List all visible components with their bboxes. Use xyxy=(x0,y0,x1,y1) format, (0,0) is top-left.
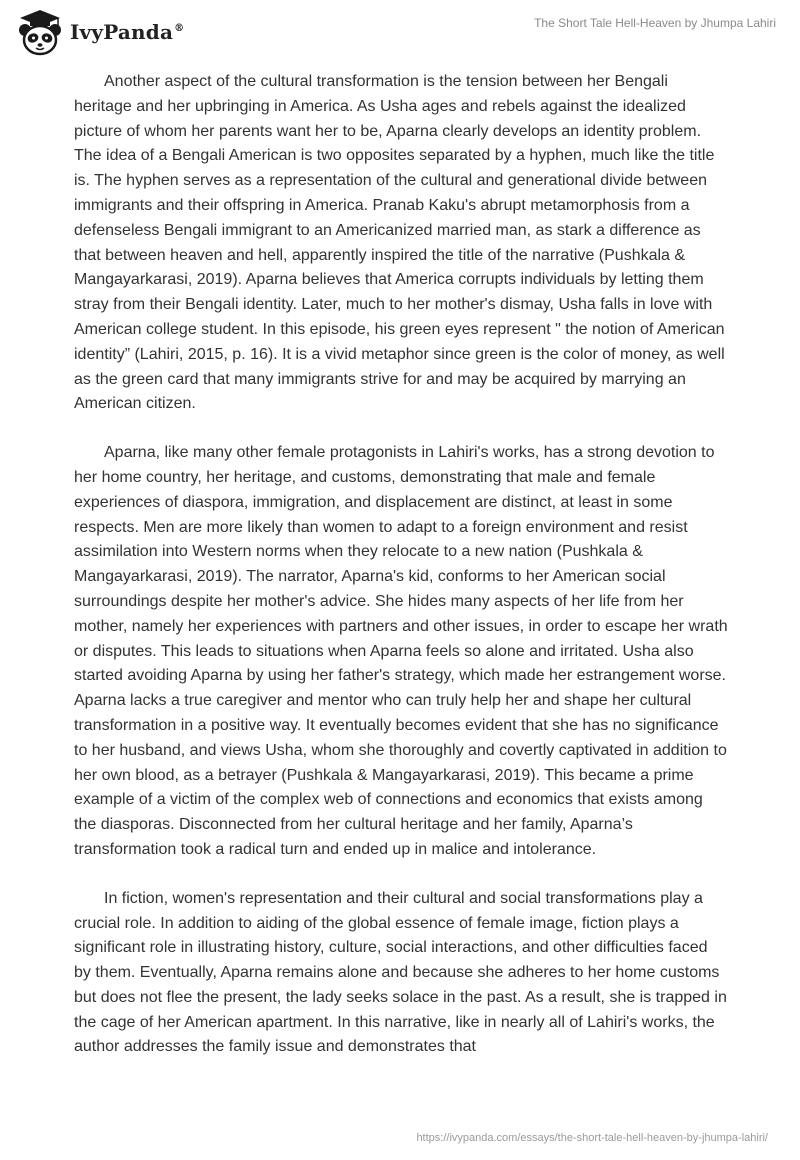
brand-logo[interactable] xyxy=(14,8,184,56)
paragraph: In fiction, women's representation and their cultural and social transformations play a crucial role. In addition to aiding of the global essence of female image, fiction plays a significant role in illustrating history, culture, social interactions, and other difficulties faced by them. Eventually, Aparna remains alone and because she adheres to her home customs but does not flee the present, the lady seeks solace in the past. As a result, she is trapped in the cage of her American apartment. In this narrative, like in nearly all of Lahiri's works, the author addresses the family issue and demonstrates that xyxy=(74,889,727,1056)
source-url[interactable]: https://ivypanda.com/essays/the-short-tale-hell-heaven-by-jhumpa-lahiri/ xyxy=(416,1132,768,1144)
brand-name: IvyPanda® xyxy=(70,20,185,44)
essay-body xyxy=(74,70,728,1084)
registered-mark: ® xyxy=(174,23,185,35)
panda-graduate-icon xyxy=(14,8,66,56)
page-header xyxy=(0,0,800,60)
document-title: The Short Tale Hell-Heaven by Jhumpa Lahiri xyxy=(534,16,776,30)
paragraph: Aparna, like many other female protagonists in Lahiri's works, has a strong devotion to her home country, her heritage, and customs, demonstrating that male and female experiences of diaspora, immigration, and displacement are distinct, at least in some respects. Men are more likely than women to adapt to a foreign environment and resist assimilation into Western norms when they relocate to a new nation (Pushkala & Mangayarkarasi, 2019). The narrator, Aparna's kid, conforms to her American social surroundings despite her mother's advice. She hides many aspects of her life from her mother, namely her experiences with partners and other issues, in order to escape her wrath or disputes. This leads to situations when Aparna feels so alone and irritated. Usha also started avoiding Aparna by using her father's strategy, which made her estrangement worse. Aparna lacks a true caregiver and mentor who can truly help her and shape her cultural transformation in a positive way. It eventually becomes evident that she has no significance to her husband, and views Usha, whom she thoroughly and covertly captivated in addition to her own blood, as a betrayer (Pushkala & Mangayarkarasi, 2019). This became a prime example of a victim of the complex web of connections and economics that exists among the diasporas. Disconnected from her cultural heritage and her family, Aparna’s transformation took a radical turn and ended up in malice and intolerance. xyxy=(74,444,728,858)
paragraph: Another aspect of the cultural transformation is the tension between her Bengali heritage and her upbringing in America. As Usha ages and rebels against the idealized picture of whom her parents want her to be, Aparna clearly develops an identity problem. The idea of a Bengali American is two opposites separated by a hyphen, much like the title is. The hyphen serves as a representation of the cultural and generational divide between immigrants and their offspring in America. Pranab Kaku's abrupt metamorphosis from a defenseless Bengali immigrant to an Americanized married man, as stark a difference as that between heaven and hell, apparently inspired the title of the narrative (Pushkala & Mangayarkarasi, 2019). Aparna believes that America corrupts individuals by letting them stray from their Bengali identity. Later, much to her mother's dismay, Usha falls in love with American college student. In this episode, his green eyes represent " the notion of American identity” (Lahiri, 2015, p. 16). It is a vivid metaphor since green is the color of money, as well as the green card that many immigrants strive for and may be acquired by marrying an American citizen. xyxy=(74,73,725,413)
